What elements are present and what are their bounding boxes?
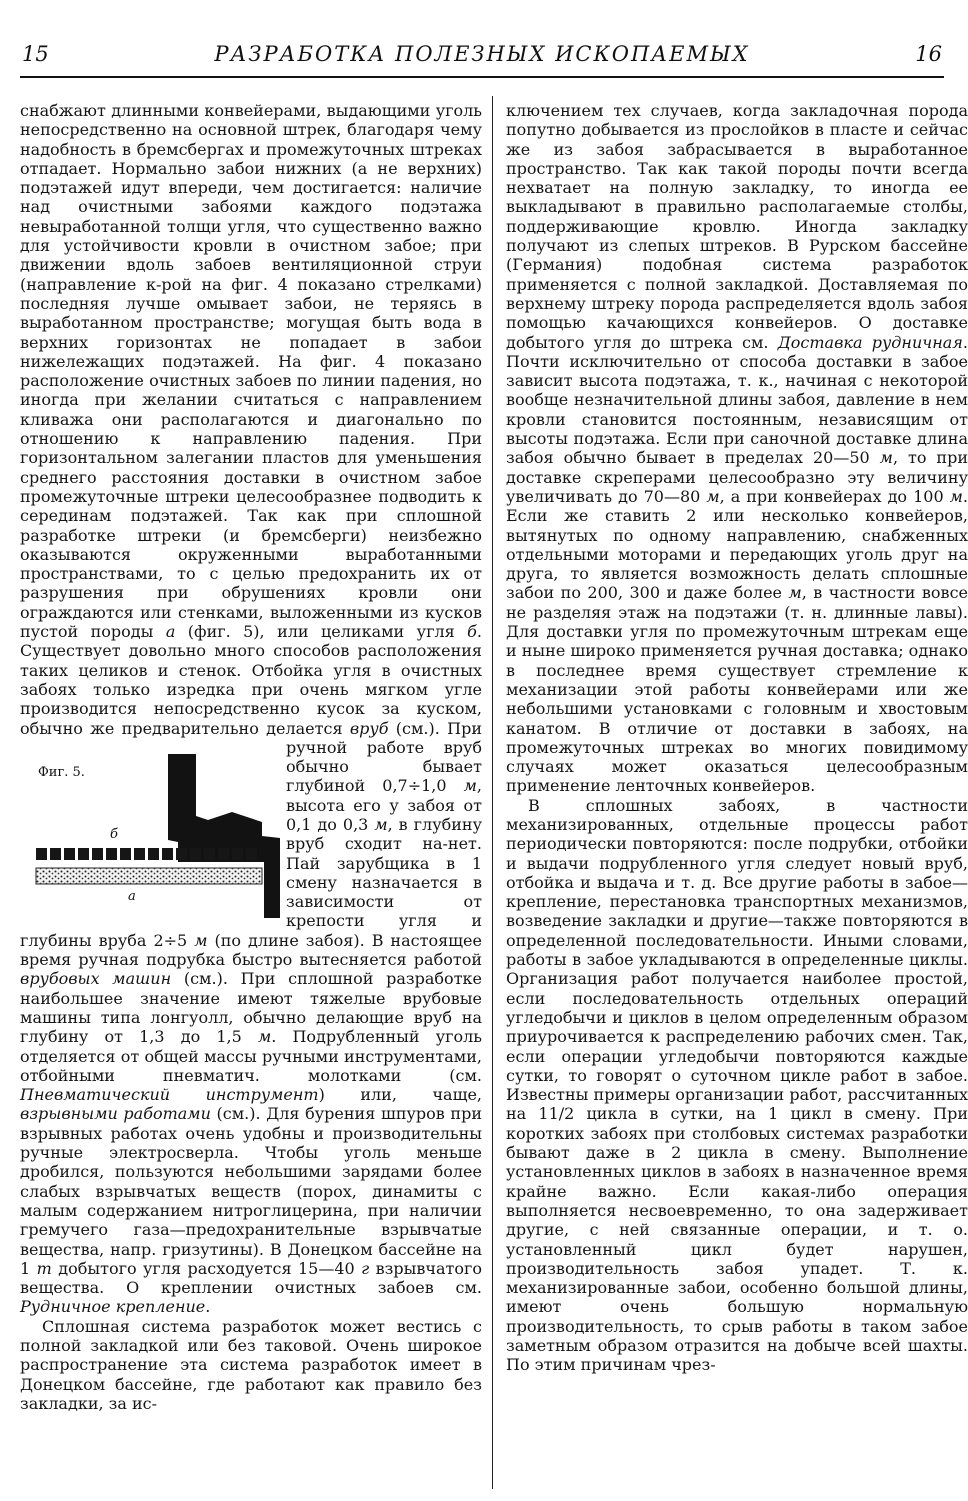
text-run: снабжают длинными конвейерами, выдающими уголь непосредственно на основной штрек, благодаря чему надобность в бремсбергах и промежуточных штреках отпадает. Нормально забои нижних (а не верхних) подэтажей идут впереди, чем достигается: наличие над очистными забоями каждого подэтажа невыработанной толщи угля, что существенно важно для устойчивости кровли в очистном забое; при движении вдоль забоев вентиляционной струи (направление к-рой на фиг. 4 показано стрелками) последняя лучше омывает забои, не теряясь в выработанном пространстве; могущая быть вода в верхних горизонтах не попадает в забои нижележащих подэтажей. На фиг. 4 показано расположение очистных забоев по линии падения, но иногда при желании считаться с направлением кливажа они располагаются и диагонально по отношению к направлению падения. При горизонтальном залегании пластов для уменьшения среднего расстояния доставки в очистном забое промежуточные штреки целесообразнее подводить к серединам подэтажей. Так как при сплошной разработке штреки (и бремсберги) неизбежно оказываются окруженными выработанными пространствами, то с целью предохранить их от разрушения при обрушениях кровли они ограждаются или стенками, выложенными из кусков пустой породы bbox=[20, 101, 482, 642]
term-vrub: вруб bbox=[349, 718, 389, 738]
text-run: . bbox=[205, 1297, 211, 1317]
text-run: В сплошных забоях, в частности механизированных, отдельные процессы работ периодически повторяются: после подрубки, отбойки и выдачи подрубленного угля следует новый вруб, отбойка и выдача и т. д. Все другие работы в забое—крепление, перестановка транспортных механизмов, возведение закладки и другие—также повторяются в определенной последовательности. Иными словами, работы в забое укладываются в определенные циклы. Организация работ получается наиболее простой, если последовательность отдельных операций угледобычи и циклов в целом определенным образом приурочивается к распределению рабочих смен. Так, если операции угледобычи повторяются каждые сутки, то говорят о суточном цикле работ в забое. Известны примеры организации работ, рассчитанных на 1 bbox=[506, 795, 968, 1124]
text-run: взрывчатого вещества. О креплении очистных забоев см. bbox=[20, 1258, 482, 1298]
unit-t: т bbox=[36, 1258, 52, 1278]
unit-m: м bbox=[949, 486, 963, 506]
unit-m: м bbox=[374, 814, 388, 834]
header-rule bbox=[20, 76, 944, 78]
text-run: ключением тех случаев, когда закладочная порода попутно добывается из прослойков в пласте и сейчас же из забоя забрасывается в выработанное пространство. Так как такой породы почти всегда нехватает на полную закладку, то иногда ее выкладывают в правильно располагаемые столбы, поддерживающие кровлю. Иногда закладку получают из слепых штреков. В Рурском бассейне (Германия) подобная система разработок применяется с полной закладкой. Доставляемая по верхнему штреку порода распределяется вдоль забоя помощью качающихся конвейеров. О доставке добытого угля до штрека см. bbox=[506, 101, 968, 352]
figure-5 bbox=[18, 740, 280, 918]
text-run: . Подрубленный уголь отделяется от общей массы ручными инструментами, отбойными пневматич. молотками (см. bbox=[20, 1027, 482, 1085]
right-column bbox=[506, 101, 968, 1375]
figure-5-drawing bbox=[18, 740, 280, 918]
unit-g: г bbox=[361, 1258, 370, 1278]
text-run: , в частности вовсе не разделяя этаж на подэтажи (т. н. длинные лавы). Для доставки угля по промежуточным штрекам еще и ныне широко применяется ручная доставка; однако в последнее время существует стремление к механизации этой работы конвейерами или же небольшими установками с головным и хвостовым канатом. В отличие от доставки в забоях, на промежуточных штреках во многих повидимому случаях может оказаться целесообразным применение ленточных конвейеров. bbox=[506, 583, 968, 796]
term-dostavka-rudnichnaya: Доставка рудничная bbox=[777, 332, 963, 352]
figure-caption: Фиг. 5. bbox=[38, 764, 85, 780]
italic-letter-a: а bbox=[165, 622, 176, 642]
right-paragraph-1 bbox=[506, 101, 968, 796]
text-run: цикла в сутки, на 1 цикл в смену. При коротких забоях при столбовых системах разработки бывают даже в 2 цикла в смену. Выполнение установленных циклов в забоях в назначенное время крайне важно. Если какая-либо операция выполняется несвоевременно, то она задерживает другие, с ней связанные операции, и т. о. установленный цикл будет нарушен, производительность забоя упадет. Т. к. механизированные забои, особенно большой длины, имеют очень большую нормальную производительность, то срыв работы в таком забое заметным образом отразится на добыче всей шахты. По этим причинам чрез- bbox=[506, 1104, 968, 1375]
text-run: ) или, чаще, bbox=[318, 1085, 482, 1105]
unit-m: м bbox=[194, 930, 208, 950]
text-run: (см.). При ручной работе вруб обычно бывает глубиной 0,7÷1,0 bbox=[286, 718, 483, 796]
unit-m: м bbox=[257, 1027, 272, 1047]
text-run: . Существует довольно много способов расположения таких целиков и стенок. Отбойка угля в очистных забоях только изредка при очень мягком угле производится непосредственно кусок за куском, обычно же предварительно делается bbox=[20, 622, 482, 738]
right-paragraph-2 bbox=[506, 796, 968, 1375]
left-column bbox=[20, 101, 482, 1413]
term-rudnichnoe-kreplenie: Рудничное крепление bbox=[20, 1297, 206, 1317]
text-run: . Если же ставить 2 или несколько конвейеров, вытянутых по одному направлению, снабженных отдельными моторами и передающих уголь друг на друга, то является возможность делать сплошные забои по 200, 300 и даже более bbox=[506, 486, 968, 603]
text-run: , в глубину вруб сходит на-нет. Пай зарубщика в 1 смену назначается в зависимости от крепости угля и глубины вруба 2÷5 bbox=[20, 814, 482, 950]
left-paragraph-1 bbox=[20, 101, 482, 1317]
text-run: , а при конвейерах до 100 bbox=[719, 486, 944, 506]
right-page-number: 16 bbox=[915, 42, 942, 66]
term-vrubovye-mashiny: врубовых машин bbox=[20, 969, 172, 989]
unit-m: м bbox=[788, 583, 802, 603]
rock-wall-shape bbox=[168, 754, 280, 918]
figure-label-b: б bbox=[110, 826, 118, 842]
left-page-number: 15 bbox=[22, 42, 49, 66]
text-run: (см.). Для бурения шпуров при взрывных работах очень удобны и производительны ручные электросверла. Чтобы уголь меньше дробился, пользуются небольшими зарядами более слабых взрывчатых веществ (порох, динамиты с малым содержанием нитроглицерина, при наличии гремучего газа—предохранительные взрывчатые вещества, напр. гризутины). В Донецком бассейне на 1 bbox=[20, 1104, 482, 1278]
left-paragraph-2: Сплошная система разработок может вестись с полной закладкой или без таковой. Очень широкое распространение эта система разработок имеет в Донецком бассейне, где работают как правило без закладки, за ис- bbox=[20, 1316, 482, 1413]
column-divider bbox=[492, 96, 493, 1489]
text-run: . Почти исключительно от способа доставки в забое зависит высота подэтажа, т. к., начиная с некоторой вообще незначительной длины забоя, давление в нем кровли становится постоянным, независящим от высоты подэтажа. Если при саночной доставке длина забоя обычно бывает в пределах 20—50 bbox=[506, 332, 968, 468]
text-run: , высота его у забоя от 0,1 до 0,3 bbox=[286, 776, 482, 834]
fraction: 1/2 bbox=[548, 1104, 575, 1124]
text-run: (см.). При сплошной разработке наибольшее значение имеют тяжелые врубовые машины типа лонгуолл, обычно делающие вруб на глубину от 1,3 до 1,5 bbox=[20, 969, 483, 1047]
text-run: (фиг. 5), или целиками угля bbox=[187, 622, 455, 642]
figure-label-a: а bbox=[128, 888, 136, 904]
text-run: , то при доставке скреперами целесообразно эту величину увеличивать до 70—80 bbox=[506, 448, 968, 506]
waste-rock-strip bbox=[36, 868, 262, 884]
unit-m: м bbox=[706, 486, 720, 506]
term-pnevmaticheskiy: Пневматический инструмент bbox=[20, 1085, 319, 1105]
running-title: РАЗРАБОТКА ПОЛЕЗНЫХ ИСКОПАЕМЫХ bbox=[214, 42, 750, 66]
text-run: (по длине забоя). В настоящее время ручная подрубка быстро вытесняется работой bbox=[20, 930, 482, 970]
term-vzryvnye-raboty: взрывными работами bbox=[20, 1104, 211, 1124]
text-run: добытого угля расходуется 15—40 bbox=[58, 1258, 355, 1278]
coal-pillar-row bbox=[36, 848, 257, 860]
unit-m: м bbox=[463, 776, 477, 796]
unit-m: м bbox=[879, 448, 893, 468]
italic-letter-b: б bbox=[467, 622, 477, 642]
